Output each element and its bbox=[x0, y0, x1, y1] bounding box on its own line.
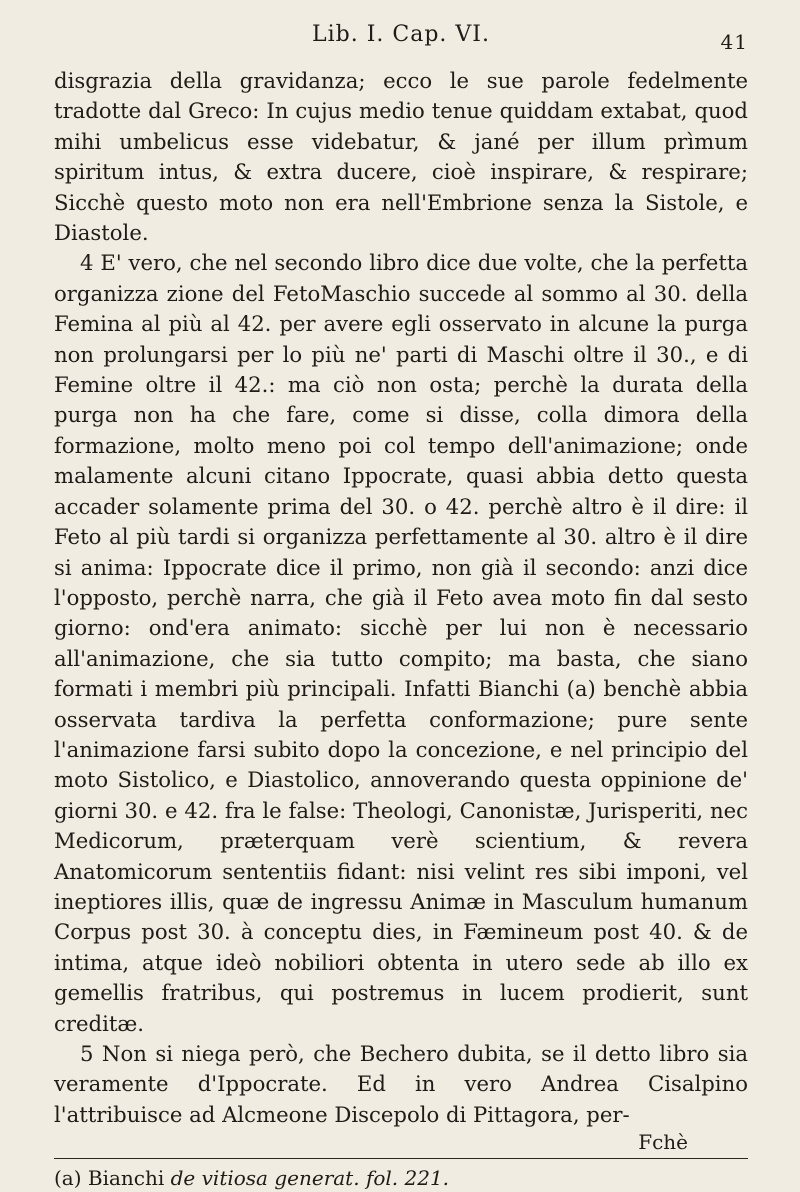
page-number: 41 bbox=[720, 30, 748, 54]
signature-mark: F bbox=[638, 1130, 653, 1155]
footnote bbox=[54, 1165, 748, 1191]
catchword: chè bbox=[652, 1130, 688, 1155]
paragraph-continuation: disgrazia della gravidanza; ecco le sue parole fedelmente tradotte dal Greco: In cujus medio tenue quiddam extabat, quod mihi umbelicus esse videbatur, & jané per illum prìmum spiritum intus, & extra ducere, cioè inspirare, & respirare; Sicchè questo moto non era nell'Embrione senza la Sistole, e Diastole. bbox=[54, 68, 748, 246]
footnote-rule bbox=[54, 1158, 748, 1159]
footnote-ref: fol. 221. bbox=[365, 1166, 450, 1191]
paragraph-5: 5 Non si niega però, che Bechero dubita, se il detto libro sia veramente d'Ippocrate. Ed in vero Andrea Cisalpino l'attribuisce ad Alcmeone Discepolo di Pittagora, per- bbox=[54, 1041, 748, 1127]
running-head: Lib. I. Cap. VI. bbox=[312, 22, 490, 47]
page-header bbox=[54, 14, 748, 66]
footnote-marker: (a) Bianchi bbox=[54, 1166, 165, 1191]
paragraph-4: 4 E' vero, che nel secondo libro dice due volte, che la perfetta organizza zione del FetoMaschio succede al sommo al 30. della Femina al più al 42. per avere egli osservato in alcune la purga non prolungarsi per lo più ne' parti di Maschi oltre il 30., e di Femine oltre il 42.: ma ciò non osta; perchè la durata della purga non ha che fare, come si disse, colla dimora della formazione, molto meno poi col tempo dell'animazione; onde malamente alcuni citano Ippocrate, quasi abbia detto questa accader solamente prima del 30. o 42. perchè altro è il dire: il Feto al più tardi si organizza perfettamente al 30. altro è il dire si anima: Ippocrate dice il primo, non già il secondo: anzi dice l'opposto, perchè narra, che già il Feto avea moto fin dal sesto giorno: ond'era animato: sicchè per lui non è necessario all'animazione, che sia tutto compito; ma basta, che siano formati i membri più principali. Infatti Bianchi (a) benchè abbia osservata tardiva la perfetta conformazione; pure sente l'animazione farsi subito dopo la concezione, e nel principio del moto Sistolico, e Diastolico, annoverando questa oppinione de' giorni 30. e 42. fra le false: Theologi, Canonistæ, Jurisperiti, nec Medicorum, præterquam verè scientium, & revera Anatomicorum sententiis fidant: nisi velint res sibi imponi, vel ineptiores illis, quæ de ingressu Animæ in Masculum humanum Corpus post 30. à conceptu dies, in Fæmineum post 40. & de intima, atque ideò nobiliori obtenta in utero sede ab illo ex gemellis fratribus, qui postremus in lucem prodierit, sunt creditæ. bbox=[54, 250, 748, 1036]
body-text bbox=[54, 66, 748, 1130]
signature-line bbox=[54, 1130, 748, 1154]
footnote-title: de vitiosa generat. bbox=[170, 1166, 360, 1191]
